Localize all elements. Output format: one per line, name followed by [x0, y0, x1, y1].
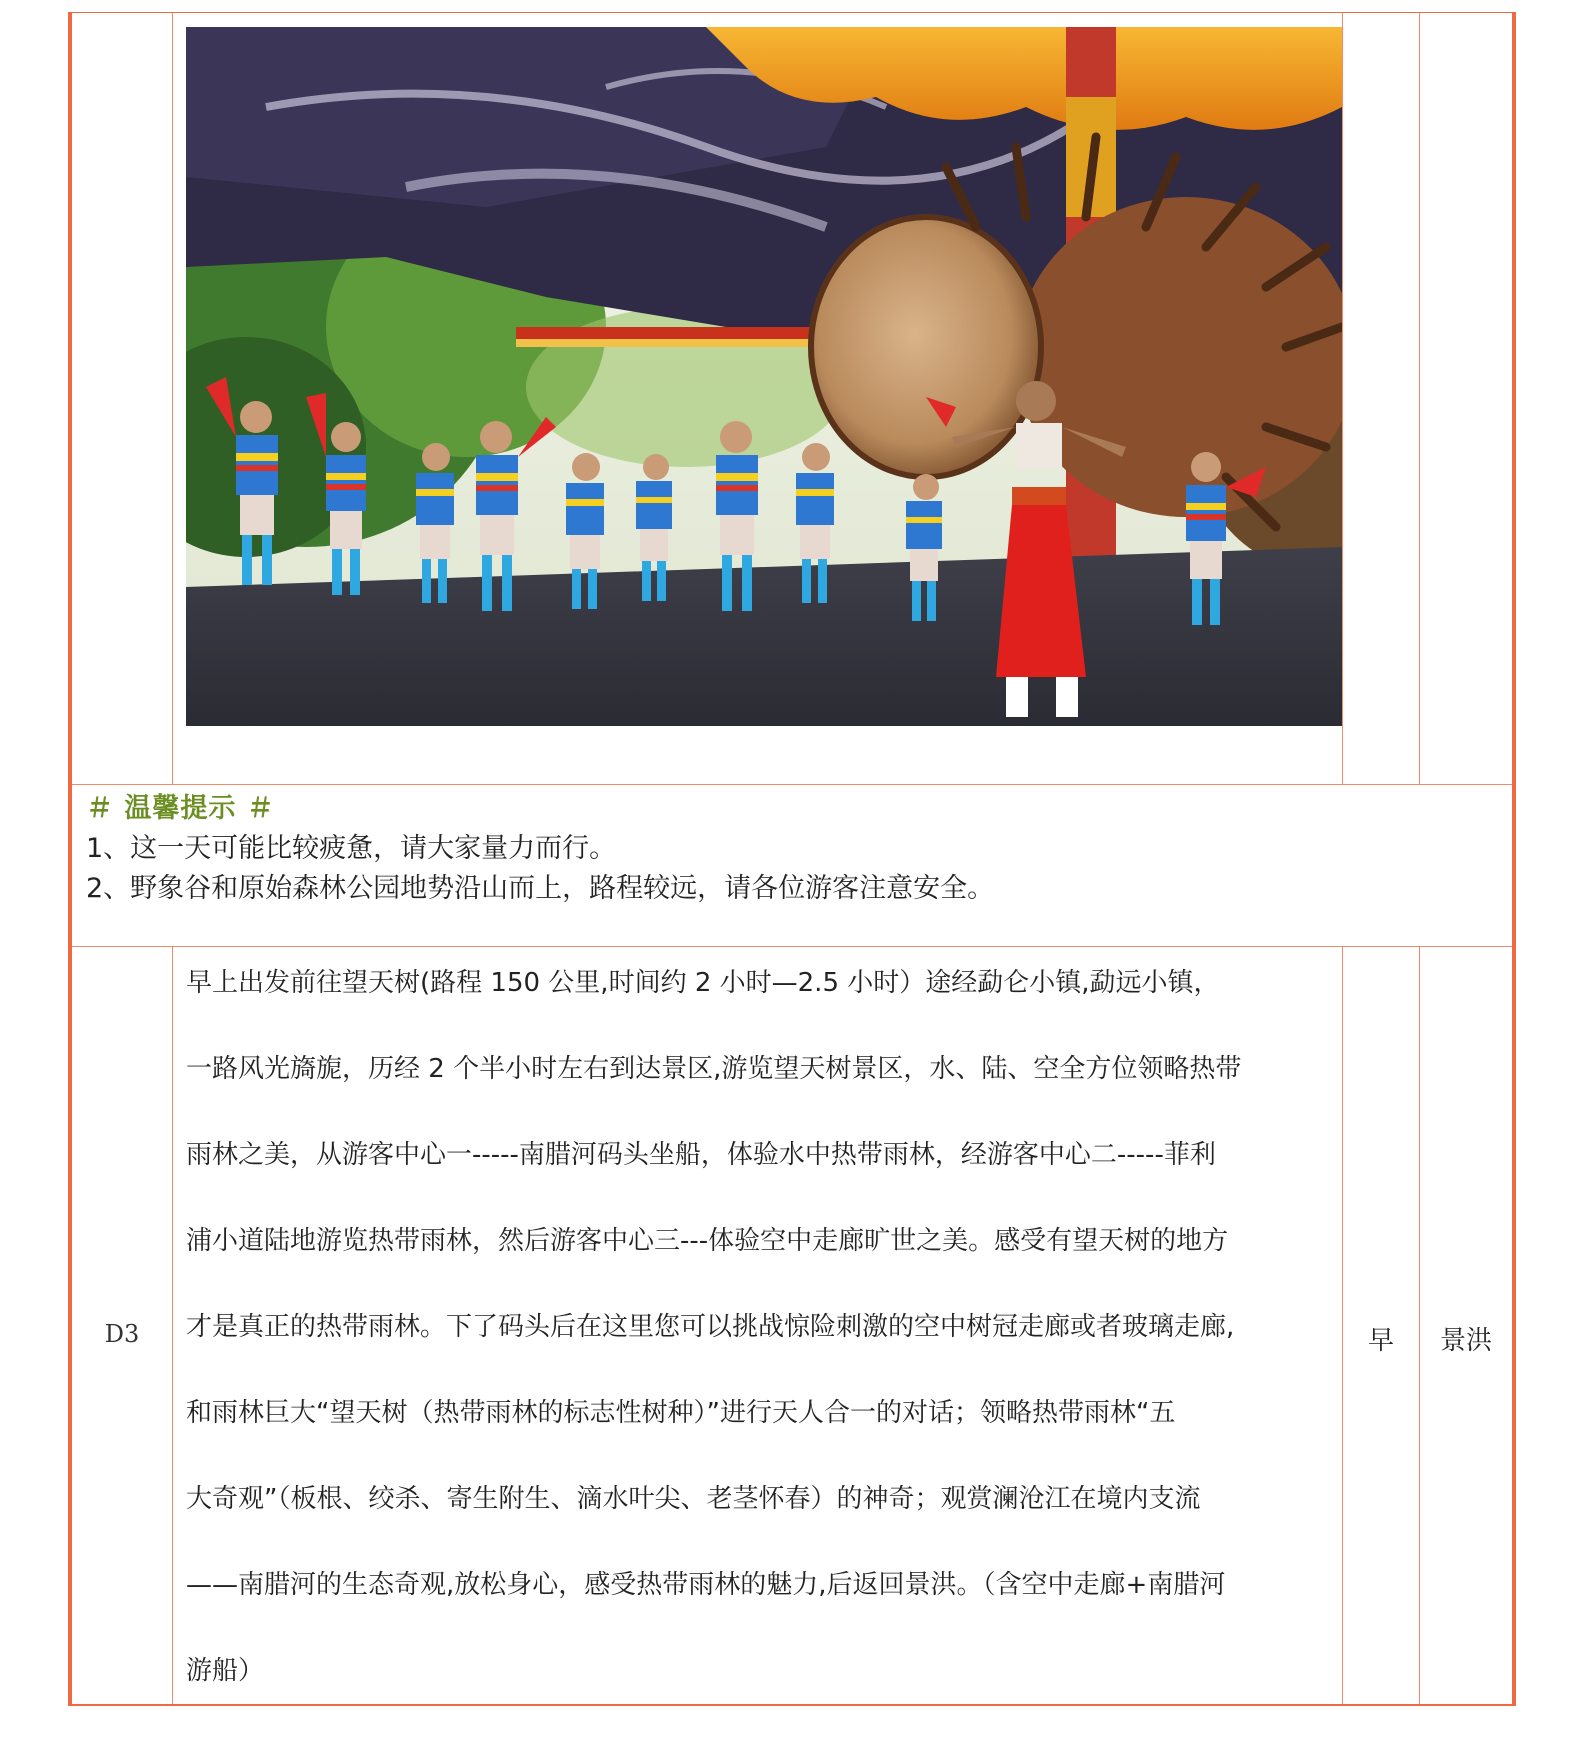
meal-cell: 早 — [1367, 1326, 1394, 1356]
description-line: 浦小道陆地游览热带雨林，然后游客中心三---体验空中走廊旷世之美。感受有望天树的地方 — [186, 1226, 1229, 1256]
description-line: 游船） — [186, 1656, 265, 1686]
description-line: 和雨林巨大“望天树（热带雨林的标志性树种）”进行天人合一的对话；领略热带雨林“五 — [186, 1398, 1176, 1428]
row-divider-photo — [72, 784, 1512, 785]
warm-tips-title: ＃ 温馨提示 ＃ — [86, 793, 275, 824]
warm-tip-item: 2、野象谷和原始森林公园地势沿山而上，路程较远，请各位游客注意安全。 — [86, 873, 995, 904]
dance-performance-photo — [186, 27, 1342, 726]
day-label: D3 — [104, 1320, 140, 1348]
col-divider-meal — [1342, 13, 1343, 784]
description-line: 一路风光旖旎，历经 2 个半小时左右到达景区,游览望天树景区，水、陆、空全方位领略热带 — [186, 1054, 1242, 1084]
col-divider-day — [172, 13, 173, 784]
description-line: 雨林之美，从游客中心一-----南腊河码头坐船，体验水中热带雨林，经游客中心二-----菲利 — [186, 1140, 1216, 1170]
col-divider-hotel — [1419, 13, 1420, 784]
row-divider-tips — [72, 946, 1512, 947]
col-divider-day — [172, 946, 173, 1704]
warm-tip-item: 1、这一天可能比较疲惫，请大家量力而行。 — [86, 833, 617, 864]
description-line: ——南腊河的生态奇观,放松身心，感受热带雨林的魅力,后返回景洪。（含空中走廊+南腊河 — [186, 1570, 1226, 1600]
description-line: 大奇观”（板根、绞杀、寄生附生、滴水叶尖、老茎怀春）的神奇；观赏澜沧江在境内支流 — [186, 1484, 1201, 1514]
day-description — [186, 966, 1336, 1740]
description-line: 才是真正的热带雨林。下了码头后在这里您可以挑战惊险刺激的空中树冠走廊或者玻璃走廊, — [186, 1312, 1235, 1342]
description-line: 早上出发前往望天树(路程 150 公里,时间约 2 小时—2.5 小时）途经勐仑小镇,勐远小镇， — [186, 968, 1220, 998]
hotel-cell: 景洪 — [1439, 1326, 1492, 1356]
